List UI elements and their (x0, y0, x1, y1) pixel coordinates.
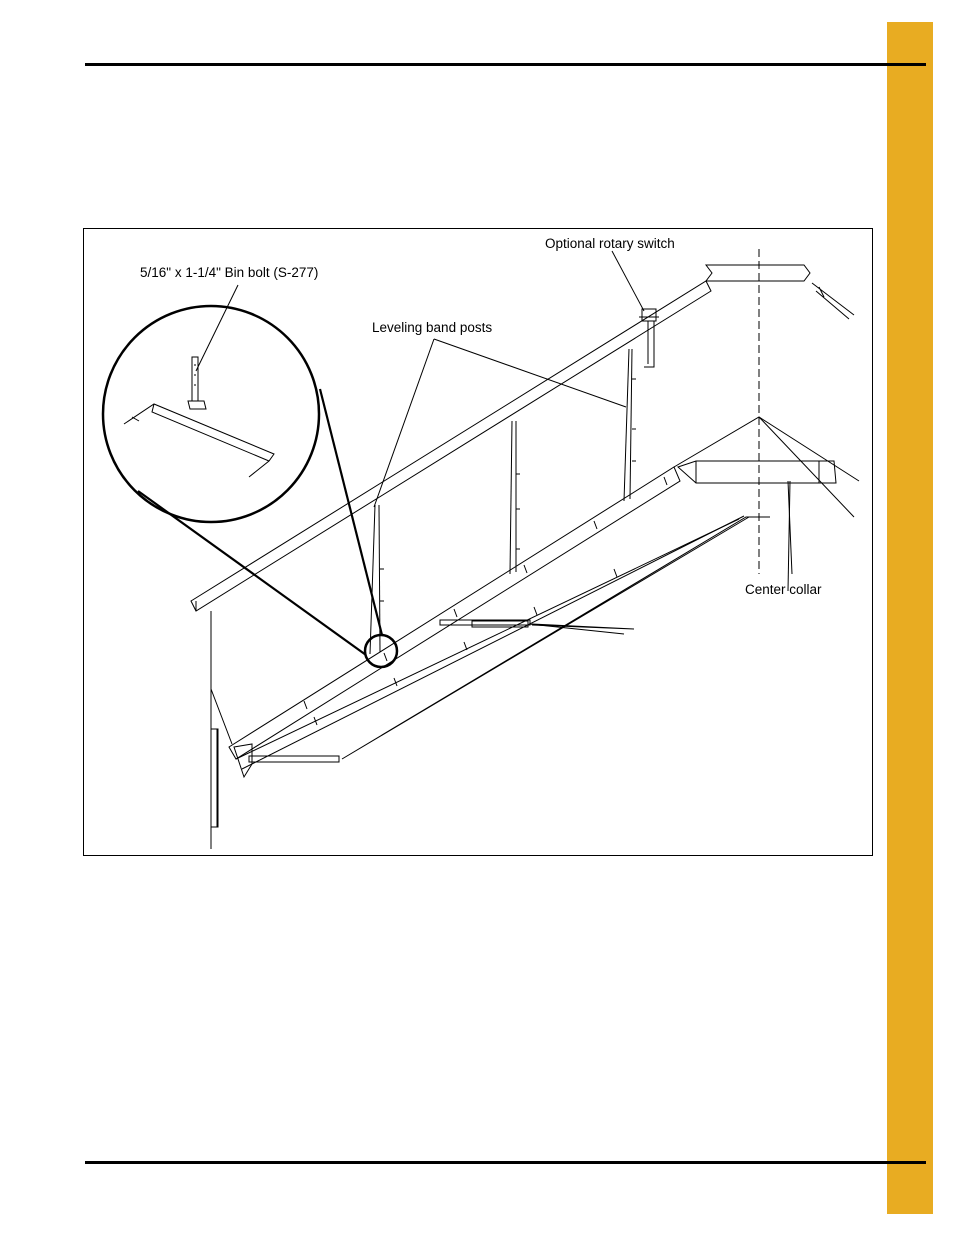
bin-bolt-detail (124, 357, 274, 477)
inner-rafters (342, 517, 770, 759)
callout-leveling-band-posts: Leveling band posts (372, 320, 493, 335)
rotary-switch-drawing (639, 309, 659, 367)
section-side-tab (887, 22, 933, 1214)
center-peak (674, 417, 859, 481)
callout-bin-bolt: 5/16" x 1-1/4" Bin bolt (S-277) (140, 265, 319, 280)
magnified-detail (103, 306, 319, 522)
leader-posts-2 (434, 339, 626, 407)
leveling-post-right (624, 349, 629, 501)
top-collar (706, 265, 810, 281)
leveling-post-mid (510, 421, 512, 574)
callout-rotary-switch: Optional rotary switch (545, 236, 675, 251)
leader-rotary (612, 251, 644, 311)
callout-center-collar: Center collar (745, 582, 822, 597)
footer-rule (85, 1161, 926, 1164)
lower-roof-panel (229, 467, 680, 759)
leveling-post-left (370, 505, 375, 654)
header-rule (85, 63, 926, 66)
roof-assembly-figure (83, 228, 873, 856)
leader-bolt (196, 285, 238, 371)
center-collar (678, 461, 836, 483)
